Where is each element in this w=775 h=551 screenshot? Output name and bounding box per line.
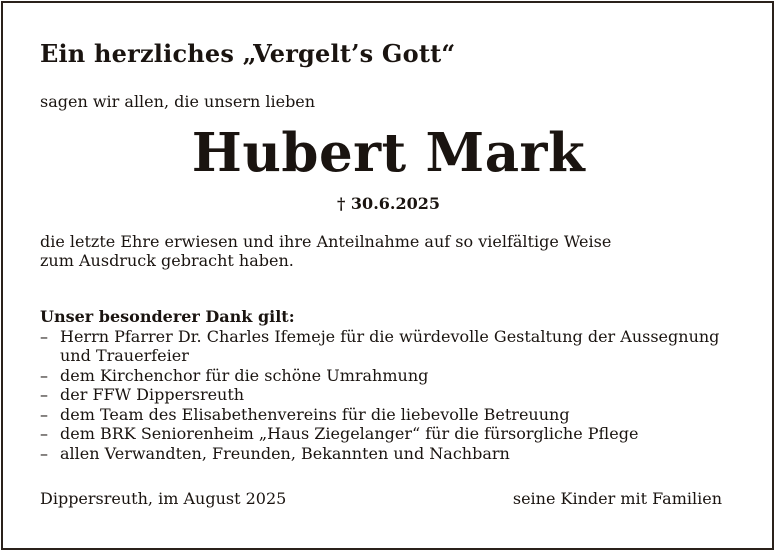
dash-bullet: – — [40, 365, 48, 385]
thanks-section — [40, 307, 719, 463]
body-line: die letzte Ehre erwiesen und ihre Anteilnahme auf so vielfältige Weise — [40, 232, 612, 251]
list-item-text: allen Verwandten, Freunden, Bekannten und Nachbarn — [60, 443, 510, 463]
place-date: Dippersreuth, im August 2025 — [40, 489, 287, 508]
signature: seine Kinder mit Familien — [512, 489, 722, 508]
list-item-text: dem Kirchenchor für die schöne Umrahmung — [60, 365, 429, 385]
list-item-text: der FFW Dippersreuth — [60, 385, 245, 404]
list-item — [40, 444, 719, 464]
obituary-card — [1, 1, 774, 550]
dash-bullet: – — [40, 326, 48, 346]
list-item — [40, 424, 719, 444]
thanks-heading: Ein herzliches „Vergelt’s Gott“ — [40, 39, 456, 68]
list-item-continuation: und Trauerfeier — [60, 346, 189, 365]
dash-bullet: – — [40, 404, 48, 424]
list-item-text: Herrn Pfarrer Dr. Charles Ifemeje für die würdevolle Gestaltung der Aussegnung — [60, 326, 720, 346]
thanks-list — [40, 327, 719, 464]
body-line: zum Ausdruck gebracht haben. — [40, 250, 294, 270]
list-item — [40, 366, 719, 386]
dash-bullet: – — [40, 385, 48, 404]
dash-bullet: – — [40, 424, 48, 443]
list-item — [40, 385, 719, 405]
dash-bullet: – — [40, 443, 48, 463]
deceased-name: Hubert Mark — [191, 122, 586, 184]
list-item — [40, 405, 719, 425]
intro-text: sagen wir allen, die unsern lieben — [40, 92, 316, 111]
list-item-text: dem BRK Seniorenheim „Haus Ziegelanger“ für die fürsorgliche Pflege — [60, 424, 639, 443]
list-item — [40, 327, 719, 366]
thanks-title: Unser besonderer Dank gilt: — [40, 307, 295, 326]
body-paragraph — [40, 233, 611, 270]
list-item-text: dem Team des Elisabethenvereins für die liebevolle Betreuung — [60, 404, 570, 424]
death-date: † 30.6.2025 — [336, 194, 440, 213]
